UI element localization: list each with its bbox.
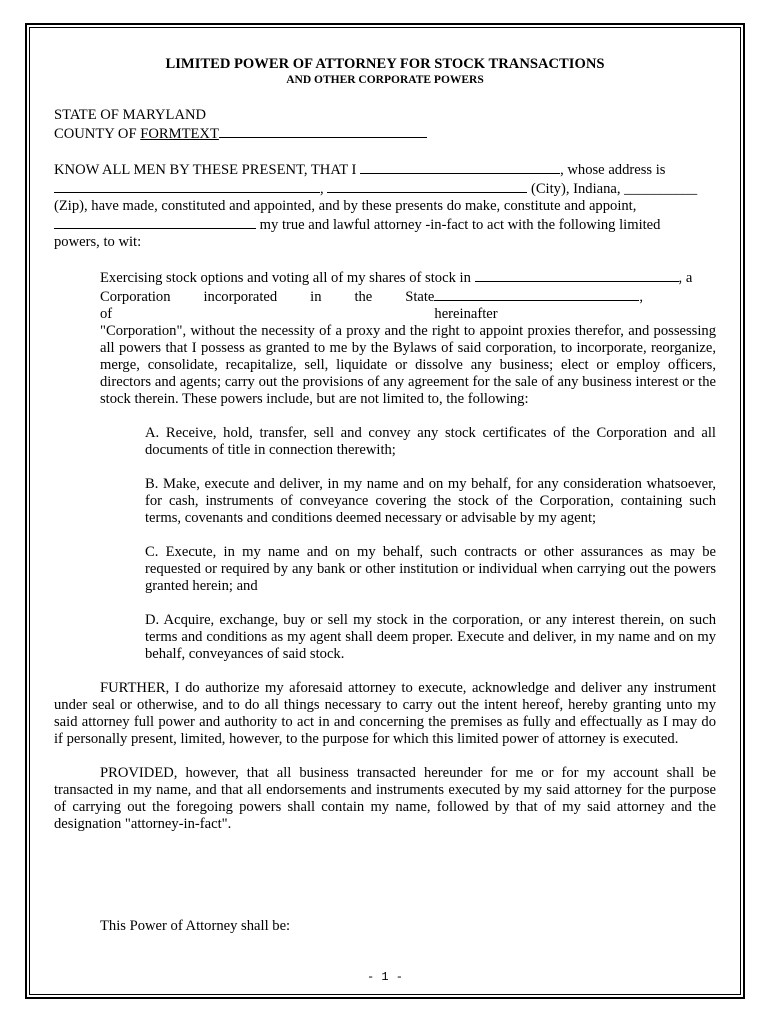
attorney-line bbox=[54, 215, 716, 234]
power-item-c: C. Execute, in my name and on my behalf, such contracts or other assurances as may be requested or required by any bank or other institution or individual when carrying out the powers granted herein; and bbox=[145, 544, 716, 594]
state-of-incorporation-field[interactable] bbox=[434, 287, 639, 301]
attorney-name-field[interactable] bbox=[54, 215, 256, 229]
state-line: STATE OF MARYLAND bbox=[54, 107, 207, 123]
shall-be-line: This Power of Attorney shall be: bbox=[100, 918, 291, 934]
power-item-a: A. Receive, hold, transfer, sell and convey any stock certificates of the Corporation and all documents of title in connection therewith; bbox=[145, 425, 716, 458]
county-label: COUNTY OF bbox=[54, 126, 141, 142]
know-after-name: , whose address is bbox=[560, 162, 666, 178]
further-paragraph: FURTHER, I do authorize my aforesaid attorney to execute, acknowledge and deliver any instrument under seal or otherwise, and to do all things necessary to carry out the intent hereof, hereby granting unto my said attorney full power and authority to act in and concerning the premises as fully and effectually as I may do if personally present, limited, however, to the purpose for which this limited power of attorney is executed. bbox=[54, 680, 716, 747]
corp-incorporated: Corporation incorporated in the State of bbox=[100, 289, 435, 322]
county-field[interactable]: FORMTEXT bbox=[140, 126, 219, 142]
know-prefix: KNOW ALL MEN BY THESE PRESENT, THAT I bbox=[54, 162, 361, 178]
powers-to-wit: powers, to wit: bbox=[54, 234, 142, 250]
power-item-b: B. Make, execute and deliver, in my name and on my behalf, for any consideration whatsoever, for cash, instruments of conveyance covering the stock of the Corporation, containing such terms, covenants and conditions deemed necessary or advisable by my agent; bbox=[145, 476, 716, 526]
exercise-suffix: , a bbox=[678, 270, 693, 286]
corp-hereinafter: , hereinafter bbox=[434, 289, 644, 322]
exercise-prefix: Exercising stock options and voting all of my shares of stock in bbox=[100, 270, 475, 286]
document-body bbox=[54, 56, 716, 935]
exercise-paragraph bbox=[100, 268, 716, 408]
exercise-rest: "Corporation", without the necessity of a proxy and the right to appoint proxies therefor, and possessing all powers that I possess as granted to me by the Bylaws of said corporation, to incorporate, reorganize, merge, consolidate, recapitalize, sell, liquidate or dissolve any business; elect or employ officers, directors and agents; carry out the provisions of any agreement for the sale of any business interest or the stock therein. These powers include, but are not limited to, the following: bbox=[100, 323, 716, 407]
grantor-name-field[interactable] bbox=[360, 160, 560, 174]
know-all-men-line bbox=[54, 160, 716, 179]
address-line bbox=[54, 179, 716, 198]
page-number: - 1 - bbox=[366, 970, 403, 984]
attorney-line-suffix: my true and lawful attorney -in-fact to act with the following limited bbox=[256, 217, 661, 233]
street-address-field[interactable] bbox=[54, 179, 320, 193]
corporation-name-field[interactable] bbox=[475, 268, 679, 282]
power-item-d: D. Acquire, exchange, buy or sell my stock in the corporation, or any interest therein, on such terms and conditions as my agent shall deem proper. Execute and deliver, in my name and on my behalf, conveyances of said stock. bbox=[145, 612, 716, 662]
document-title: LIMITED POWER OF ATTORNEY FOR STOCK TRANSACTIONS bbox=[165, 56, 605, 72]
document-subtitle: AND OTHER CORPORATE POWERS bbox=[286, 74, 484, 86]
county-line bbox=[54, 124, 716, 143]
zip-line: (Zip), have made, constituted and appointed, and by these presents do make, constitute and appoint, bbox=[54, 198, 637, 214]
address-comma: , bbox=[320, 181, 324, 197]
county-underline[interactable] bbox=[219, 124, 427, 138]
city-field[interactable] bbox=[327, 179, 527, 193]
provided-paragraph: PROVIDED, however, that all business transacted hereunder for me or for my account shall be transacted in my name, and that all endorsements and instruments executed by my said attorney for the purpose of carrying out the foregoing powers shall contain my name, followed by that of my said attorney and the designation "attorney-in-fact". bbox=[54, 765, 716, 832]
city-indiana-text: (City), Indiana, __________ bbox=[527, 181, 698, 197]
